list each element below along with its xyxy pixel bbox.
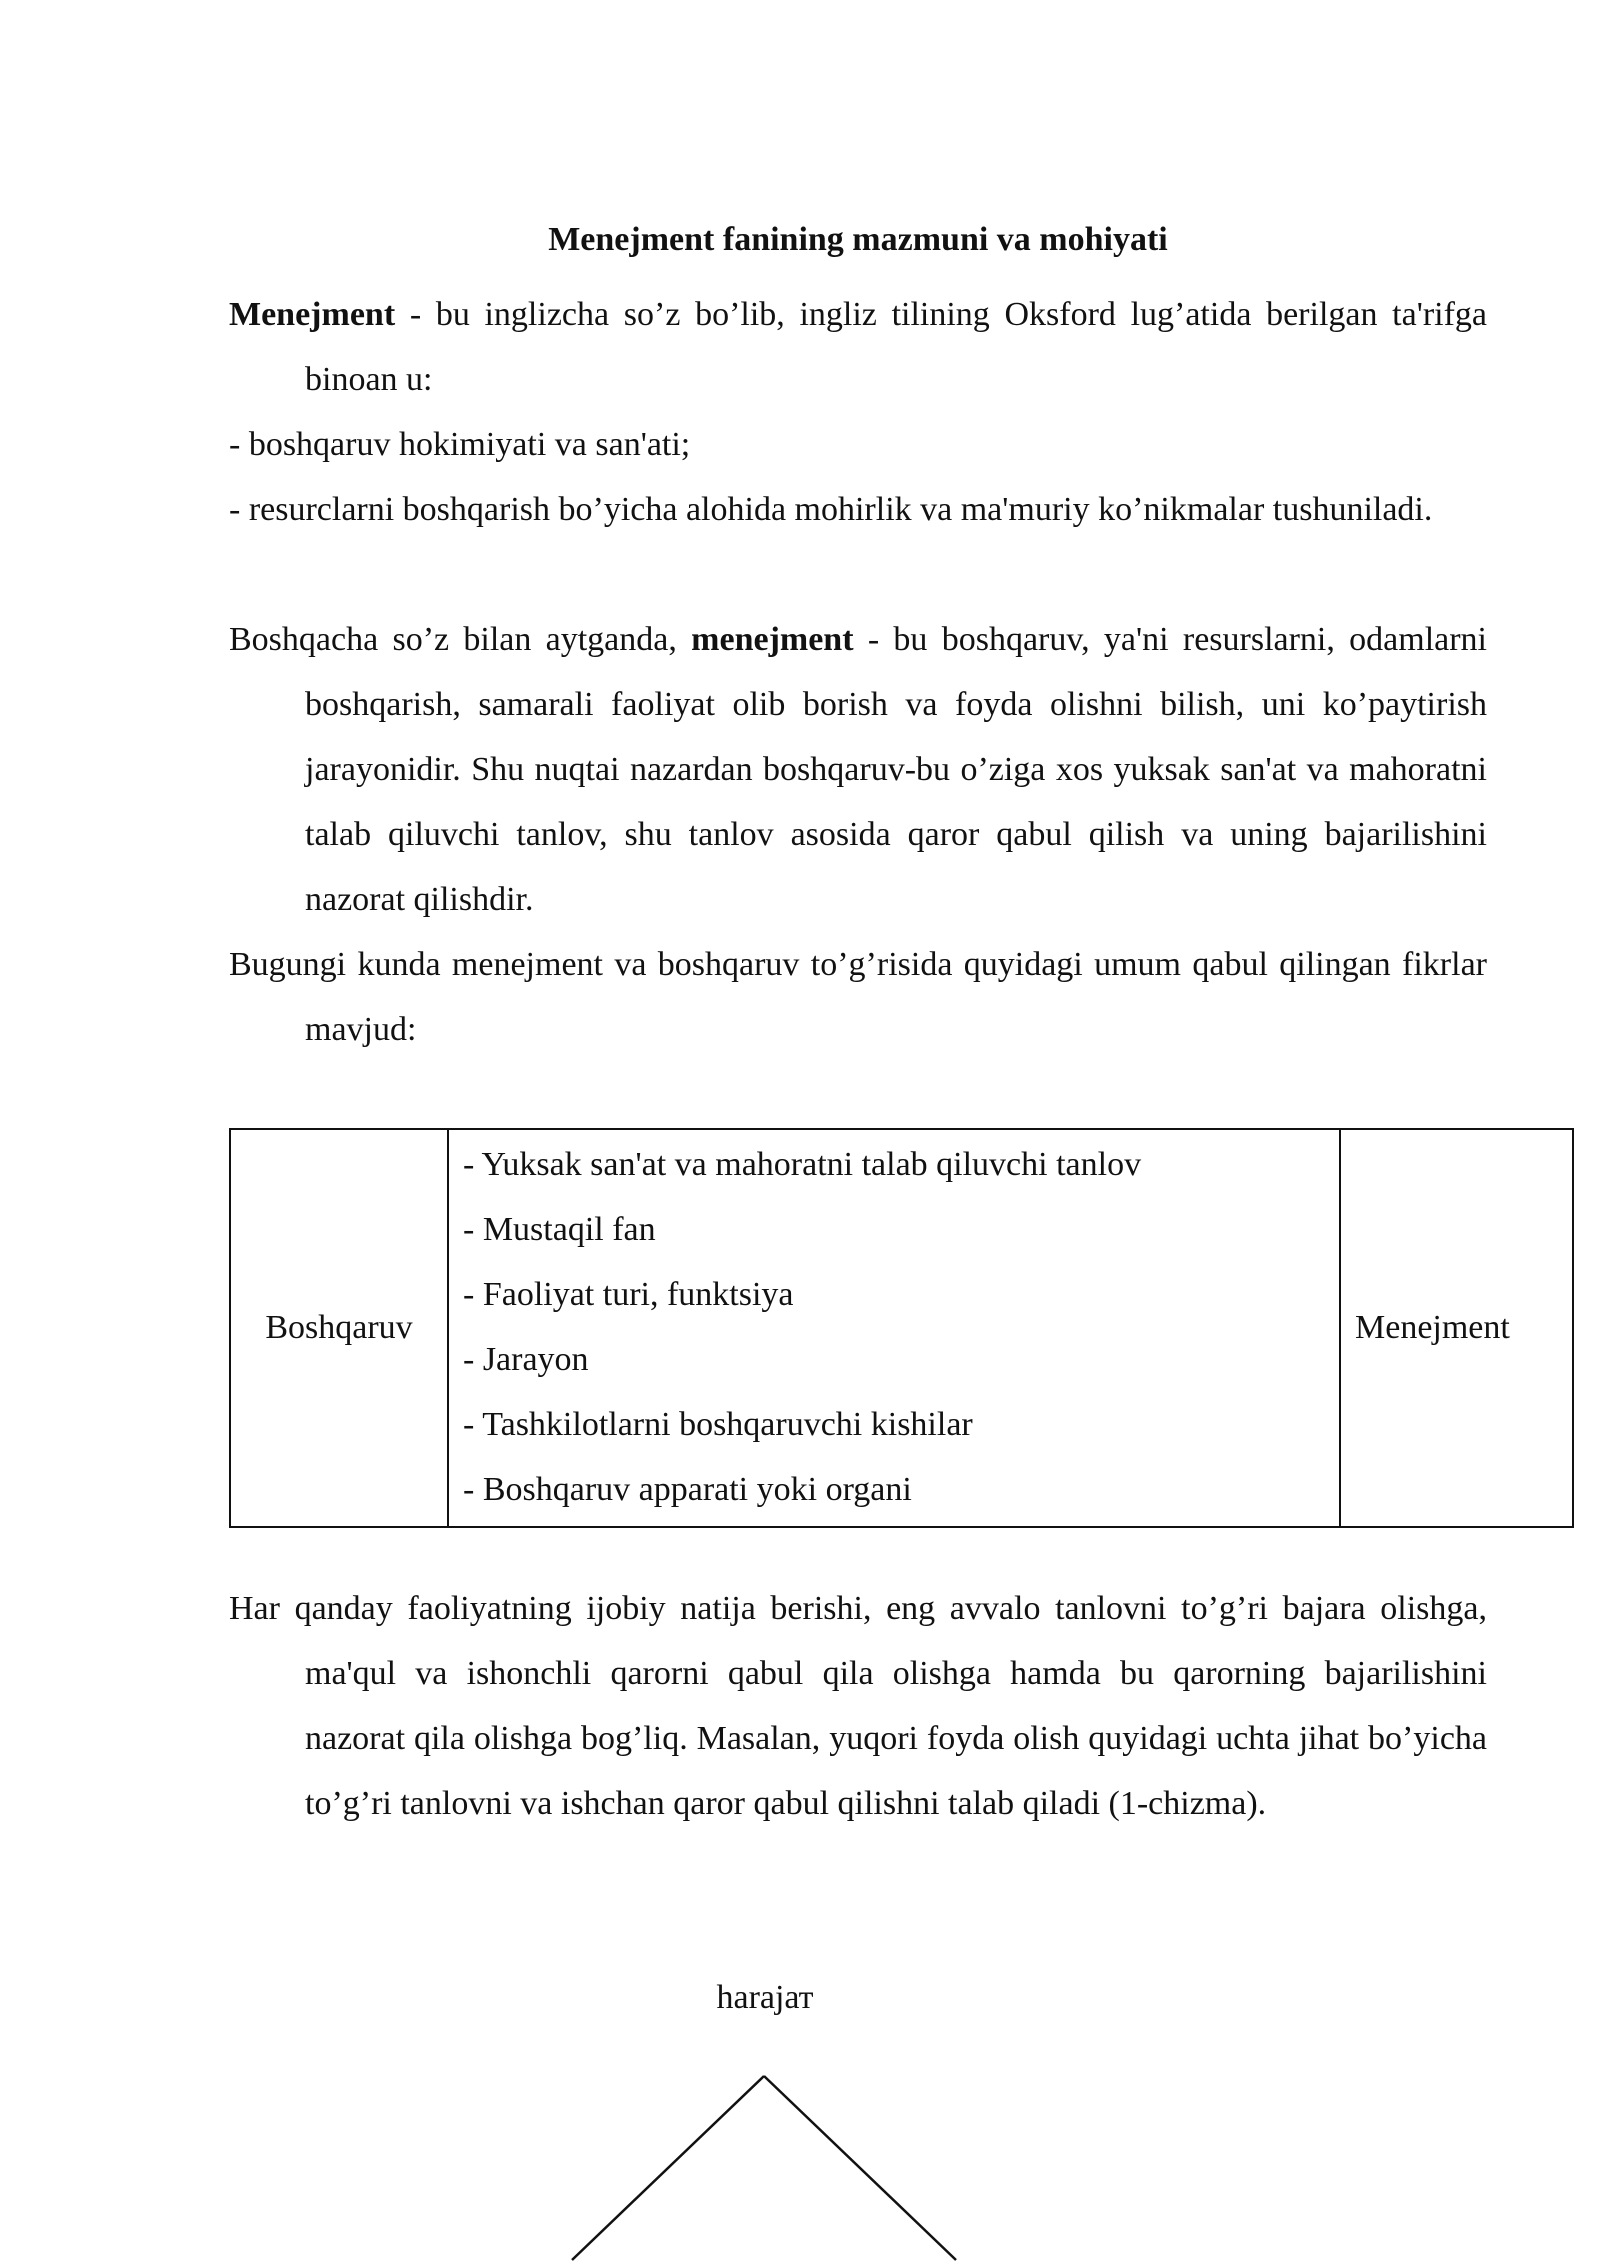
meaning-item: - Mustaqil fan [463,1211,656,1248]
paragraph-other-words [229,607,1487,932]
meaning-item: - Jarayon [463,1341,589,1378]
table-row [230,1129,1573,1527]
diagram-top-label: harajат [716,1979,814,2016]
term-menejment-inline: menejment [691,621,854,658]
meaning-item: - Tashkilotlarni boshqaruvchi kishilar [463,1406,973,1443]
list-item-resources: - resurclarni boshqarish bo’yicha alohida mohirlik va ma'muriy ko’nikmalar tushuniladi. [229,491,1433,528]
meaning-item: - Boshqaruv apparati yoki organi [463,1471,912,1508]
p4-after: - bu boshqaruv, ya'ni resurslarni, odamlarni boshqarish, samarali faoliyat olib borish va foyda olishni bilish, uni ko’paytirish jarayonidir. Shu nuqtai nazardan boshqaruv-bu o’ziga xos yuksak san'at va mahoratni talab qiluvchi tanlov, shu tanlov asosida qaror qabul qilish va uning bajarilishini nazorat qilishdir. [305,621,1487,918]
diagram-left-edge [572,2076,764,2260]
meaning-item: - Yuksak san'at va mahoratni talab qiluvchi tanlov [463,1146,1142,1183]
comparison-table [229,1128,1574,1528]
paragraph-definition [229,282,1487,412]
table-cell-boshqaruv: Boshqaruv [230,1129,448,1527]
paragraph-result: Har qanday faoliyatning ijobiy natija berishi, eng avvalo tanlovni to’g’ri bajara olishga, ma'qul va ishonchli qarorni qabul qila olishga hamda bu qarorning bajarilishini nazorat qila olishga bog’liq. Masalan, yuqori foyda olish quyidagi uchta jihat bo’yicha to’g’ri tanlovni va ishchan qaror qabul qilishni talab qiladi (1-chizma). [229,1590,1487,1822]
table-cell-menejment: Menejment [1340,1129,1573,1527]
term-menejment: Menejment [229,296,396,333]
list-item-authority: - boshqaruv hokimiyati va san'ati; [229,426,691,463]
definition-text: - bu inglizcha so’z bo’lib, ingliz tilining Oksford lug’atida berilgan ta'rifga binoan u: [305,296,1487,398]
table-cell-meanings [448,1129,1340,1527]
paragraph-today: Bugungi kunda menejment va boshqaruv to’g’risida quyidagi umum qabul qilingan fikrlar mavjud: [229,946,1487,1048]
diagram-right-edge [764,2076,956,2260]
document-title: Menejment fanining mazmuni va mohiyati [548,221,1168,258]
meaning-item: - Faoliyat turi, funktsiya [463,1276,794,1313]
p4-before: Boshqacha so’z bilan aytganda, [229,621,692,658]
diagram-triangle [540,2060,1000,2262]
